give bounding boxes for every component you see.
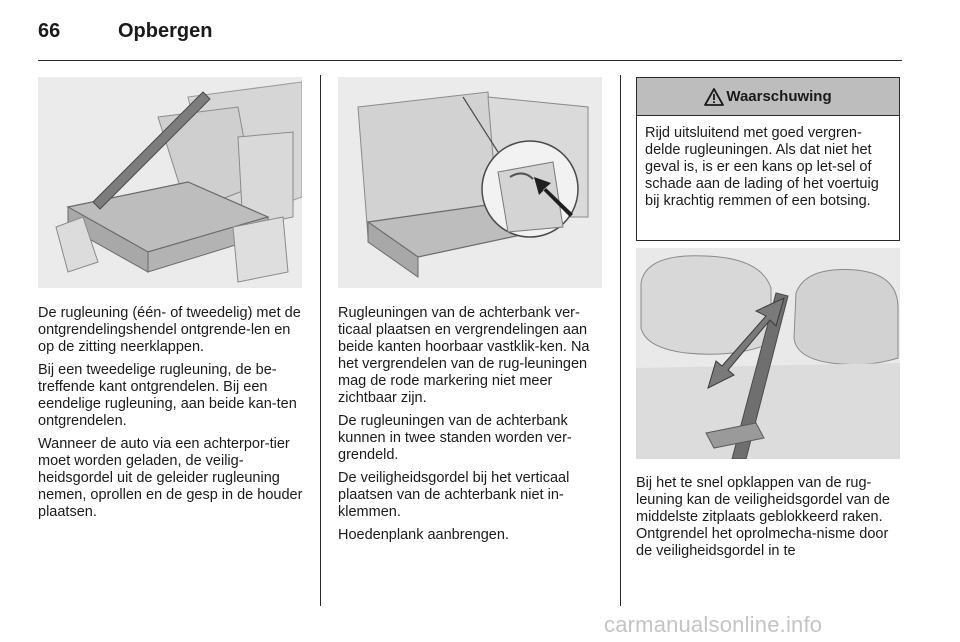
paragraph: Bij een tweedelige rugleuning, de be-treffende kant ontgrendelen. Bij een eendelige rugleuning, aan beide kan-ten ontgrendelen. [38,362,297,429]
text-column-3 [636,475,904,566]
paragraph: De rugleuningen van de achterbank kunnen in twee standen worden ver-grendeld. [338,413,572,463]
illustration-seatbelt [636,248,900,459]
paragraph: Wanneer de auto via een achterpor-tier moet worden geladen, de veilig-heidsgordel uit de geleider rugleuning nemen, oprollen en de gesp in de houder plaatsen. [38,436,303,520]
warning-triangle-icon [704,88,724,106]
warning-text: Rijd uitsluitend met goed vergren-delde rugleuningen. Als dat niet het geval is, is er een kans op let-sel of schade aan de lading of het voertuig bij krachtig remmen of een botsing. [645,125,879,209]
paragraph: Hoedenplank aanbrengen. [338,527,509,543]
page-header [38,20,212,50]
page-number: 66 [38,20,61,42]
illustration-seat-folded [38,77,302,288]
column-divider [320,75,321,606]
warning-box [636,77,900,241]
watermark: carmanualsonline.info [604,612,823,637]
paragraph: De veiligheidsgordel bij het verticaal plaatsen van de achterbank niet in-klemmen. [338,470,570,520]
header-rule [38,60,902,61]
paragraph: De rugleuning (één- of tweedelig) met de ontgrendelingshendel ontgrende-len en op de zitting neerklappen. [38,305,301,355]
text-column-1 [38,305,308,527]
warning-title: Waarschuwing [726,88,832,105]
column-divider [620,75,621,606]
paragraph: Bij het te snel opklappen van de rug-leuning kan de veiligheidsgordel van de middelste zitplaats geblokkeerd raken. Ontgrendel het oprolmecha-nisme door de veiligheidsgordel in te [636,475,890,559]
chapter-title: Opbergen [118,20,213,42]
text-column-2 [338,305,608,550]
paragraph: Rugleuningen van de achterbank ver-ticaal plaatsen en vergrendelingen aan beide kanten hoorbaar vastklik-ken. Na het vergrendelen van de rug-leuningen mag de rode markering niet meer zichtbaar zijn. [338,305,590,406]
illustration-seat-latch [338,77,602,288]
warning-header [637,78,899,116]
